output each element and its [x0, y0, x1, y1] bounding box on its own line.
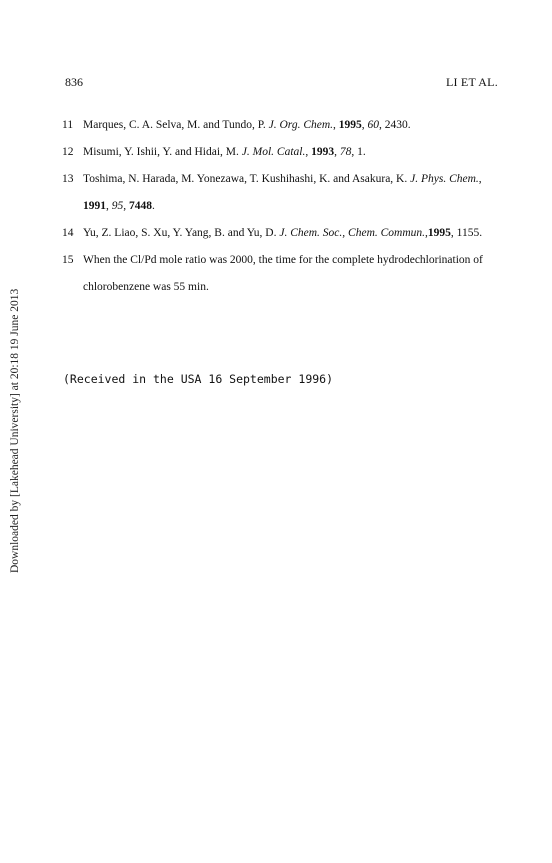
reference-segment: Misumi, Y. Ishii, Y. and Hidai, M. [83, 146, 242, 158]
reference-segment: Yu, Z. Liao, S. Xu, Y. Yang, B. and Yu, D. [83, 227, 280, 239]
reference-item [62, 112, 502, 139]
received-note: (Received in the USA 16 September 1996) [63, 372, 334, 386]
reference-segment: , 2430. [379, 119, 411, 131]
reference-number: 14 [62, 227, 74, 239]
reference-segment: 1995 [338, 119, 362, 131]
reference-segment: , [334, 146, 340, 158]
reference-segment: 1991 [83, 200, 106, 212]
reference-text [83, 139, 502, 166]
reference-number: 12 [62, 146, 74, 158]
reference-number: 11 [62, 119, 74, 131]
reference-segment: Marques, C. A. Selva, M. and Tundo, P. [83, 119, 269, 131]
reference-segment: 1993 [311, 146, 335, 158]
reference-text [83, 247, 502, 301]
reference-segment: 78 [339, 146, 352, 158]
reference-segment: 60 [367, 119, 380, 131]
reference-segment: , [333, 119, 339, 131]
reference-segment: , [305, 146, 312, 158]
reference-text [83, 166, 502, 220]
reference-item [62, 166, 502, 220]
reference-item [62, 247, 502, 301]
reference-item [62, 220, 502, 247]
running-head: LI ET AL. [446, 75, 498, 89]
reference-text [83, 220, 502, 247]
reference-segment: 95 [111, 200, 124, 212]
download-watermark: Downloaded by [Lakehead University] at 20:18 19 June 2013 [9, 288, 21, 573]
reference-segment: , 1. [351, 146, 366, 158]
reference-segment: J. Chem. Soc., Chem. Commun. [279, 227, 426, 239]
reference-segment: Toshima, N. Harada, M. Yonezawa, T. Kushihashi, K. and Asakura, K. [83, 173, 411, 185]
reference-text [83, 112, 502, 139]
reference-segment: , [123, 200, 129, 212]
reference-segment: , [425, 227, 428, 239]
reference-segment: , 1155. [450, 227, 483, 239]
reference-segment: J. Phys. Chem. [410, 173, 479, 185]
reference-item [62, 139, 502, 166]
reference-segment: , [478, 173, 482, 185]
reference-segment: , [361, 119, 368, 131]
page-number: 836 [65, 75, 83, 89]
reference-segment: When the Cl/Pd mole ratio was 2000, the time for the complete hydrodechlorination of chlorobenzene was 55 min. [83, 254, 483, 293]
reference-segment: , [106, 200, 112, 212]
reference-segment: 1995 [427, 227, 451, 239]
reference-segment: . [152, 200, 155, 212]
reference-segment: 7448 [129, 200, 152, 212]
reference-number: 13 [62, 173, 74, 185]
reference-list [62, 112, 502, 301]
reference-segment: J. Mol. Catal. [241, 146, 306, 158]
reference-number: 15 [62, 254, 74, 266]
reference-segment: J. Org. Chem. [268, 119, 334, 131]
